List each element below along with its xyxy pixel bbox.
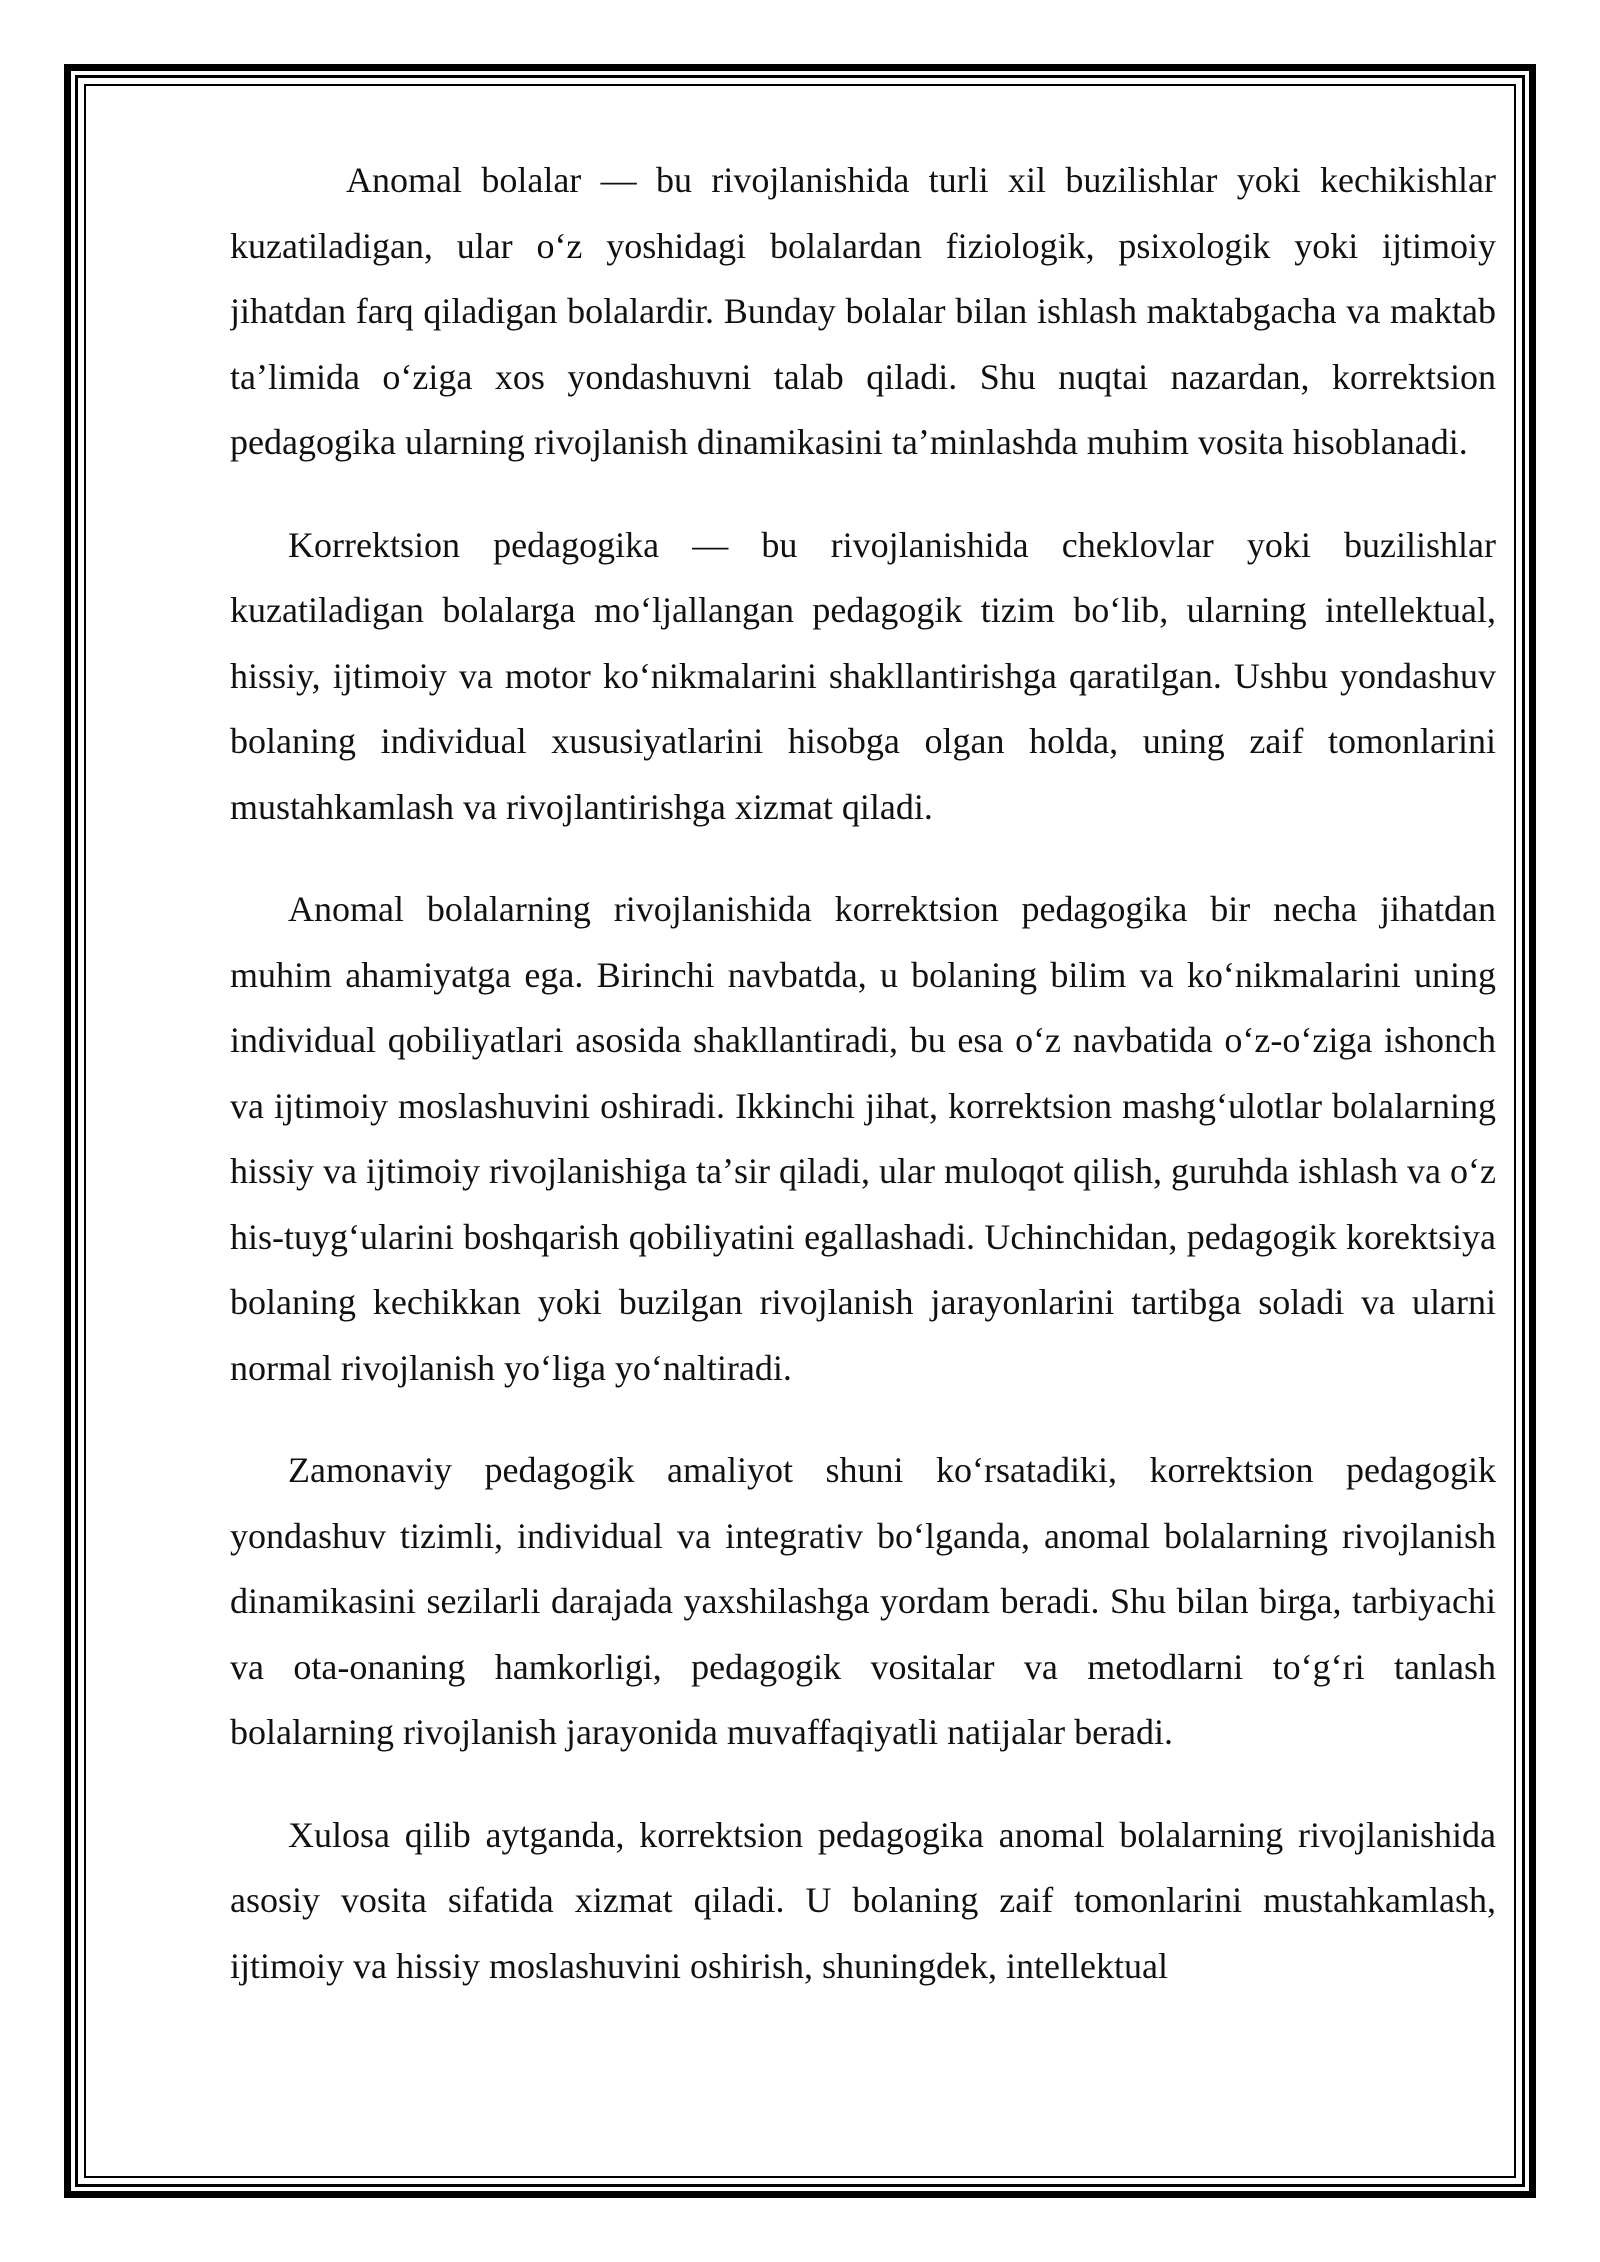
paragraph-anomal-bolalar: Anomal bolalar — bu rivojlanishida turli xil buzilishlar yoki kechikishlar kuzatiladigan, ular oʻz yoshidagi bolalardan fiziologik, psixologik yoki ijtimoiy jihatdan farq qiladigan bolalardir. Bunday bolalar bilan ishlash maktabgacha va maktab taʼlimida oʻziga xos yondashuvni talab qiladi. Shu nuqtai nazardan, korrektsion pedagogika ularning rivojlanish dinamikasini taʼminlashda muhim vosita hisoblanadi.	[230, 160, 1496, 462]
document-body	[230, 148, 1496, 2138]
paragraph-ahamiyat: Anomal bolalarning rivojlanishida korrektsion pedagogika bir necha jihatdan muhim ahamiyatga ega. Birinchi navbatda, u bolaning bilim va koʻnikmalarini uning individual qobiliyatlari asosida shakllantiradi, bu esa oʻz navbatida oʻz-oʻziga ishonch va ijtimoiy moslashuvini oshiradi. Ikkinchi jihat, korrektsion mashgʻulotlar bolalarning hissiy va ijtimoiy rivojlanishiga taʼsir qiladi, ular muloqot qilish, guruhda ishlash va oʻz his-tuygʻularini boshqarish qobiliyatini egallashadi. Uchinchidan, pedagogik korektsiya bolaning kechikkan yoki buzilgan rivojlanish jarayonlarini tartibga soladi va ularni normal rivojlanish yoʻliga yoʻnaltiradi.	[230, 889, 1496, 1388]
paragraph-zamonaviy-amaliyot: Zamonaviy pedagogik amaliyot shuni koʻrsatadiki, korrektsion pedagogik yondashuv tizimli, individual va integrativ boʻlganda, anomal bolalarning rivojlanish dinamikasini sezilarli darajada yaxshilashga yordam beradi. Shu bilan birga, tarbiyachi va ota-onaning hamkorligi, pedagogik vositalar va metodlarni toʻgʻri tanlash bolalarning rivojlanish jarayonida muvaffaqiyatli natijalar beradi.	[230, 1450, 1496, 1752]
paragraph-xulosa: Xulosa qilib aytganda, korrektsion pedagogika anomal bolalarning rivojlanishida asosiy vosita sifatida xizmat qiladi. U bolaning zaif tomonlarini mustahkamlash, ijtimoiy va hissiy moslashuvini oshirish, shuningdek, intellektual	[230, 1814, 1496, 1986]
paragraph-korrektsion-pedagogika: Korrektsion pedagogika — bu rivojlanishida cheklovlar yoki buzilishlar kuzatiladigan bolalarga moʻljallangan pedagogik tizim boʻlib, ularning intellektual, hissiy, ijtimoiy va motor koʻnikmalarini shakllantirishga qaratilgan. Ushbu yondashuv bolaning individual xususiyatlarini hisobga olgan holda, uning zaif tomonlarini mustahkamlash va rivojlantirishga xizmat qiladi.	[230, 524, 1496, 827]
